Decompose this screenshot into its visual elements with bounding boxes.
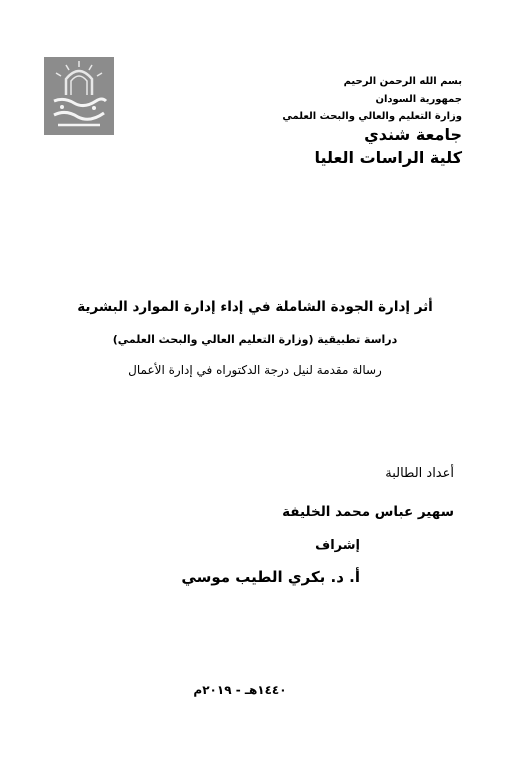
student-name: سهير عباس محمد الخليفة [282,504,454,520]
thesis-date: ١٤٤٠هـ - ٢٠١٩م [193,683,287,697]
university-name: جامعة شندي [364,125,462,144]
prepared-by-label: أعداد الطالبة [385,466,454,481]
thesis-title: أثر إدارة الجودة الشاملة في إداء إدارة الموارد البشرية [77,299,433,315]
thesis-submission-statement: رسالة مقدمة لنيل درجة الدكتوراه في إدارة الأعمال [128,363,382,377]
ministry-name: وزارة التعليم والعالي والبحث العلمي [282,111,462,122]
country-name: جمهورية السودان [375,94,462,105]
thesis-subtitle: دراسة تطبيقية (وزارة التعليم العالي والبحث العلمي) [112,333,398,346]
university-logo-icon [44,57,114,135]
supervision-label: إشراف [315,538,360,553]
basmala-line: بسم الله الرحمن الرحيم [343,76,462,87]
supervisor-name: أ. د. بكري الطيب موسي [181,568,360,586]
college-name: كلية الراسات العليا [314,148,462,167]
